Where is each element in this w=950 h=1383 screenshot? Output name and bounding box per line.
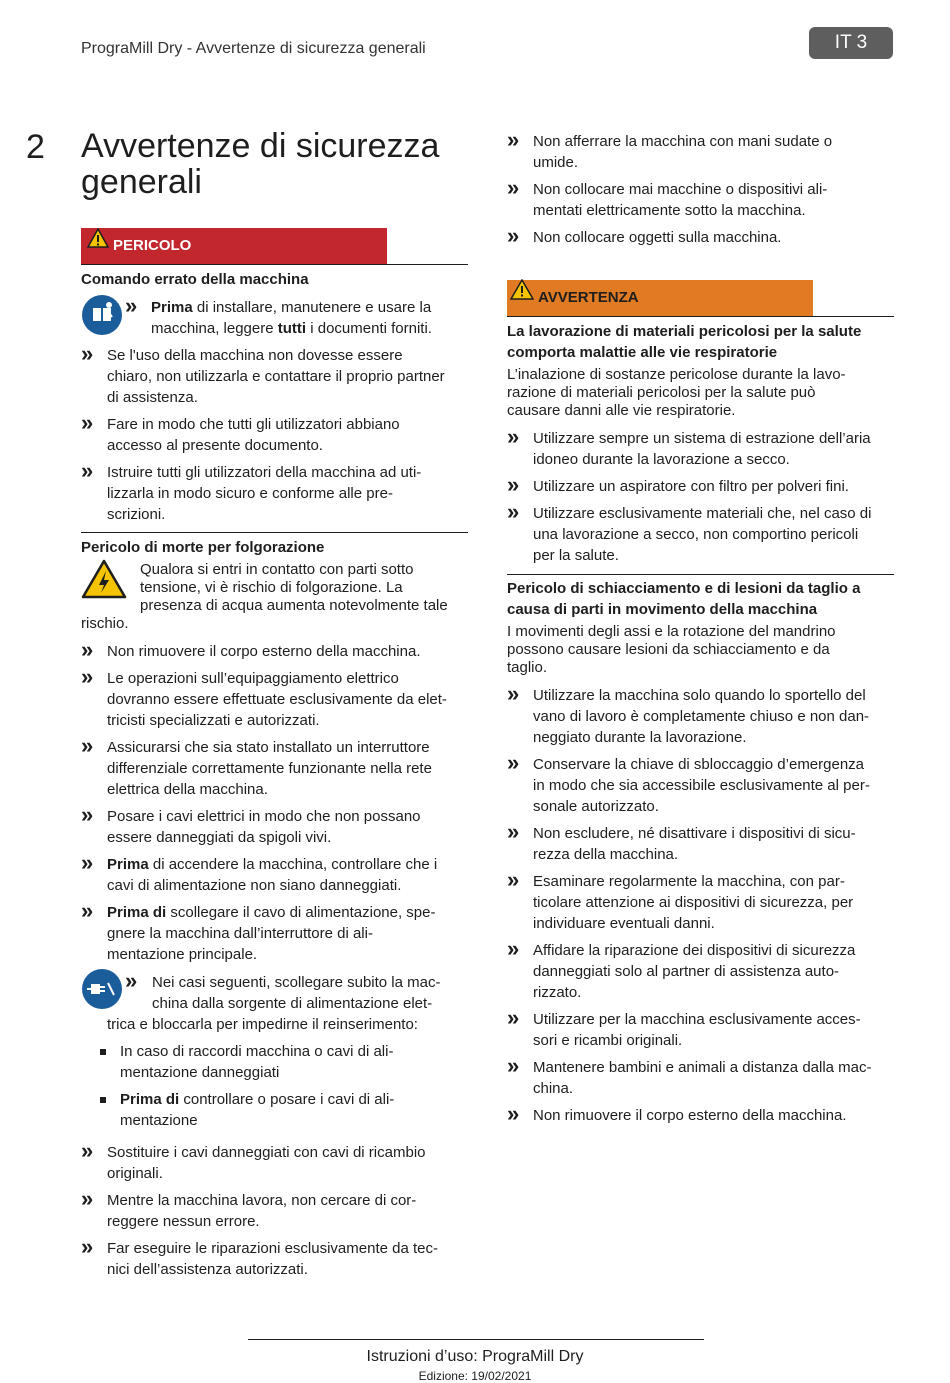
chevron-right-icon: » <box>507 499 520 524</box>
list-item: » Utilizzare esclusivamente materiali che, nel caso di una lavorazione a secco, non comportino pericoli per la salute. <box>507 499 872 564</box>
chevron-right-icon: » <box>81 850 94 875</box>
chapter-title-line: generali <box>81 163 202 201</box>
chevron-right-icon: » <box>81 410 94 435</box>
list-item: » Non rimuovere il corpo esterno della macchina. <box>81 637 421 662</box>
hazard-description: I movimenti degli assi e la rotazione del mandrino possono causare lesioni da schiacciamento e da taglio. <box>507 623 836 676</box>
footer-document-title: Istruzioni d’uso: PrograMill Dry <box>366 1348 584 1365</box>
divider <box>507 316 894 317</box>
hazard-description-end: rischio. <box>81 615 129 632</box>
list-item: » Non rimuovere il corpo esterno della macchina. <box>507 1101 847 1126</box>
section-title: La lavorazione di materiali pericolosi per la salute comporta malattie alle vie respiratorie <box>507 323 862 361</box>
chevron-right-icon: » <box>81 458 94 483</box>
chevron-right-icon: » <box>81 637 94 662</box>
footer-edition: Edizione: 19/02/2021 <box>418 1369 532 1383</box>
chevron-right-icon: » <box>507 472 520 497</box>
warning-triangle-icon <box>87 226 109 262</box>
chevron-right-icon: » <box>81 898 94 923</box>
chapter-title-line: Avvertenze di sicurezza <box>81 127 440 165</box>
disconnect-power-icon <box>82 969 122 1009</box>
list-item: » Nei casi seguenti, scollegare subito la mac- china dalla sorgente di alimentazione elet- <box>125 968 441 1012</box>
warning-banner-label: AVVERTENZA <box>538 289 639 306</box>
list-item: » Mentre la macchina lavora, non cercare di cor- reggere nessun errore. <box>81 1186 417 1230</box>
list-item: » Conservare la chiave di sbloccaggio d’emergenza in modo che sia accessibile esclusivamente al per- sonale autorizzato. <box>507 750 870 815</box>
chapter-number: 2 <box>26 128 45 166</box>
chevron-right-icon: » <box>81 802 94 827</box>
chevron-right-icon: » <box>507 819 520 844</box>
list-item: » Esaminare regolarmente la macchina, con par- ticolare attenzione ai dispositivi di sicurezza, per individuare eventuali danni. <box>507 867 854 932</box>
list-item: » Utilizzare un aspiratore con filtro per polveri fini. <box>507 472 849 497</box>
danger-banner-label: PERICOLO <box>113 237 192 254</box>
list-item: » Non collocare mai macchine o dispositivi ali- mentati elettricamente sotto la macchina. <box>507 175 828 219</box>
list-item: » Mantenere bambini e animali a distanza dalla mac- china. <box>507 1053 872 1097</box>
list-item: » Prima di accendere la macchina, controllare che i cavi di alimentazione non siano danneggiati. <box>81 850 438 894</box>
list-item: » Non collocare oggetti sulla macchina. <box>507 223 782 248</box>
chevron-right-icon: » <box>507 223 520 248</box>
danger-banner <box>81 228 387 264</box>
list-item: » Non escludere, né disattivare i dispositivi di sicu- rezza della macchina. <box>507 819 856 863</box>
bullet-item: In caso di raccordi macchina o cavi di ali- mentazione danneggiati <box>100 1041 470 1083</box>
chevron-right-icon: » <box>507 127 520 152</box>
chevron-right-icon: » <box>507 1005 520 1030</box>
chevron-right-icon: » <box>125 968 138 993</box>
list-item: » Far eseguire le riparazioni esclusivamente da tec- nici dell’assistenza autorizzati. <box>81 1234 438 1278</box>
chevron-right-icon: » <box>81 664 94 689</box>
list-item: » Affidare la riparazione dei dispositivi di sicurezza danneggiati solo al partner di assistenza auto- rizzato. <box>507 936 856 1001</box>
chevron-right-icon: » <box>507 936 520 961</box>
chevron-right-icon: » <box>507 1053 520 1078</box>
chevron-right-icon: » <box>507 867 520 892</box>
chevron-right-icon: » <box>81 1138 94 1163</box>
read-manual-icon <box>82 295 122 335</box>
square-bullet-icon <box>100 1097 106 1103</box>
chevron-right-icon: » <box>507 1101 520 1126</box>
list-item: » Le operazioni sull’equipaggiamento elettrico dovranno essere effettuate esclusivamente da elet- tricisti specializzati e autorizzati. <box>81 664 447 729</box>
bullet-item: Prima di controllare o posare i cavi di ali- mentazione <box>100 1089 470 1131</box>
list-item: » Utilizzare la macchina solo quando lo sportello del vano di lavoro è completamente chiuso e non dan- neggiato durante la lavorazione. <box>507 681 870 746</box>
divider <box>81 532 468 533</box>
section-title: Pericolo di morte per folgorazione <box>81 539 325 556</box>
list-item: » Istruire tutti gli utilizzatori della macchina ad uti- lizzarla in modo sicuro e conforme alle pre- scrizioni. <box>81 458 422 523</box>
chevron-right-icon: » <box>507 175 520 200</box>
running-header: PrograMill Dry - Avvertenze di sicurezza generali <box>81 40 426 57</box>
list-item: » Non afferrare la macchina con mani sudate o umide. <box>507 127 833 171</box>
list-item: » Prima di installare, manutenere e usare la macchina, leggere tutti i documenti forniti. <box>125 293 432 337</box>
list-item-continuation: trica e bloccarla per impedirne il reinserimento: <box>107 1016 418 1033</box>
chapter-title <box>81 128 481 200</box>
hazard-description: Qualora si entri in contatto con parti sotto tensione, vi è rischio di folgorazione. La presenza di acqua aumenta notevolmente tale <box>140 561 448 614</box>
list-item: » Fare in modo che tutti gli utilizzatori abbiano accesso al presente documento. <box>81 410 400 454</box>
chevron-right-icon: » <box>507 750 520 775</box>
hazard-description: L’inalazione di sostanze pericolose durante la lavo- razione di materiali pericolosi per la salute può causare danni alle vie respiratorie. <box>507 366 846 419</box>
list-item: » Posare i cavi elettrici in modo che non possano essere danneggiati da spigoli vivi. <box>81 802 421 846</box>
list-item: » Utilizzare sempre un sistema di estrazione dell’aria idoneo durante la lavorazione a secco. <box>507 424 871 468</box>
chevron-right-icon: » <box>81 1234 94 1259</box>
section-title: Comando errato della macchina <box>81 271 309 288</box>
list-item: » Sostituire i cavi danneggiati con cavi di ricambio originali. <box>81 1138 426 1182</box>
chevron-right-icon: » <box>81 341 94 366</box>
chevron-right-icon: » <box>125 293 138 318</box>
electric-hazard-icon <box>81 559 127 604</box>
warning-triangle-icon <box>510 278 534 314</box>
chevron-right-icon: » <box>507 424 520 449</box>
footer-divider <box>248 1339 704 1340</box>
list-item: » Utilizzare per la macchina esclusivamente acces- sori e ricambi originali. <box>507 1005 861 1049</box>
square-bullet-icon <box>100 1049 106 1055</box>
page-number-badge: IT 3 <box>809 27 893 59</box>
warning-banner <box>507 280 813 316</box>
chevron-right-icon: » <box>81 733 94 758</box>
list-item: » Se l'uso della macchina non dovesse essere chiaro, non utilizzarla e contattare il proprio partner di assistenza. <box>81 341 445 406</box>
list-item: » Assicurarsi che sia stato installato un interruttore differenziale correttamente funzionante nella rete elettrica della macchina. <box>81 733 432 798</box>
section-title: Pericolo di schiacciamento e di lesioni da taglio a causa di parti in movimento della macchina <box>507 580 861 618</box>
divider <box>507 574 894 575</box>
chevron-right-icon: » <box>81 1186 94 1211</box>
chevron-right-icon: » <box>507 681 520 706</box>
divider <box>81 264 468 265</box>
list-item: » Prima di scollegare il cavo di alimentazione, spe- gnere la macchina dall’interruttore di ali- mentazione principale. <box>81 898 436 963</box>
